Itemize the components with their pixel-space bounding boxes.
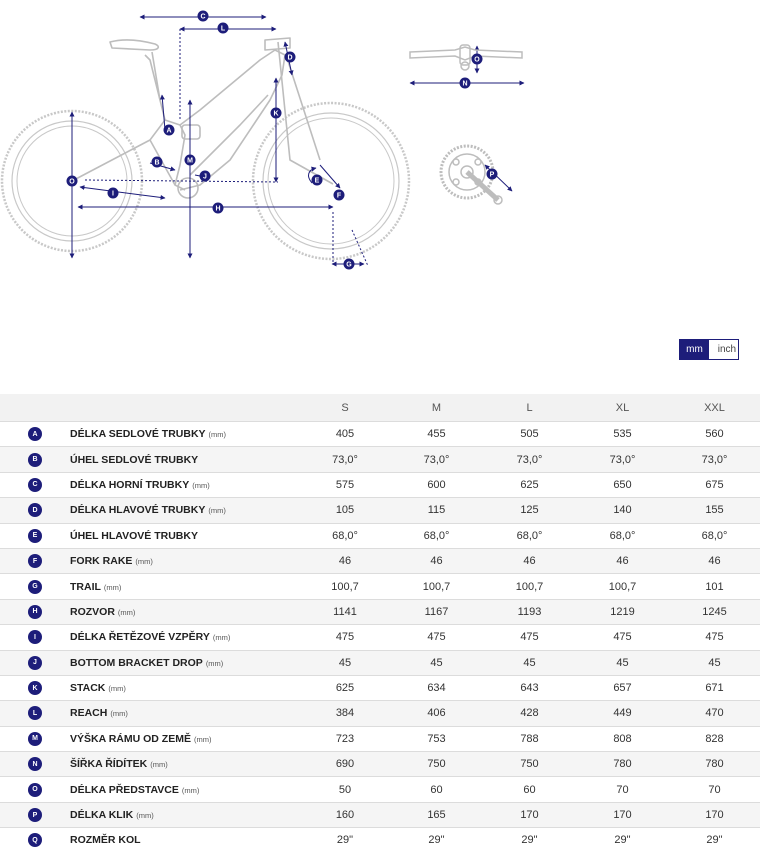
size-value-cell: 470: [669, 701, 760, 726]
size-value-cell: 406: [390, 701, 483, 726]
header-size: XL: [576, 394, 669, 422]
measurement-label: DÉLKA KLIK: [70, 809, 134, 822]
size-value-cell: 165: [390, 802, 483, 827]
size-value-cell: 1219: [576, 599, 669, 624]
size-value-cell: 690: [300, 752, 390, 777]
measurement-label: DÉLKA ŘETĚZOVÉ VZPĚRY: [70, 631, 210, 644]
size-value-cell: 671: [669, 675, 760, 700]
size-value-cell: 560: [669, 422, 760, 447]
table-row: [0, 752, 760, 777]
size-value-cell: 140: [576, 498, 669, 523]
row-badge: Q: [28, 833, 42, 847]
measurement-label: ÚHEL SEDLOVÉ TRUBKY: [70, 453, 199, 466]
size-value-cell: 1193: [483, 599, 576, 624]
label-n-badge: [460, 78, 471, 89]
label-h-badge: [213, 203, 224, 214]
svg-text:G: G: [346, 261, 352, 269]
size-value-cell: 45: [669, 650, 760, 675]
row-measurement-name: [70, 828, 300, 853]
measurement-unit: (mm): [205, 658, 224, 668]
size-value-cell: 100,7: [576, 574, 669, 599]
size-value-cell: 170: [483, 802, 576, 827]
size-value-cell: 780: [576, 752, 669, 777]
svg-text:J: J: [203, 173, 207, 181]
label-m-badge: [185, 155, 196, 166]
label-p-badge: [487, 169, 498, 180]
size-value-cell: 73,0°: [300, 447, 390, 472]
label-i-badge: [108, 188, 119, 199]
size-value-cell: 46: [390, 548, 483, 573]
header-name: [70, 394, 300, 422]
svg-text:O: O: [474, 56, 480, 64]
table-row: [0, 548, 760, 573]
svg-text:K: K: [273, 110, 279, 118]
measurement-unit: (mm): [193, 734, 212, 744]
size-value-cell: 625: [483, 472, 576, 497]
table-row: [0, 726, 760, 751]
header-size: XXL: [669, 394, 760, 422]
size-value-cell: 384: [300, 701, 390, 726]
row-measurement-name: [70, 422, 300, 447]
size-value-cell: 29": [483, 828, 576, 853]
row-badge: L: [28, 706, 42, 720]
size-value-cell: 475: [483, 625, 576, 650]
size-value-cell: 160: [300, 802, 390, 827]
measurement-unit: (mm): [192, 480, 210, 490]
size-value-cell: 105: [300, 498, 390, 523]
size-value-cell: 475: [669, 625, 760, 650]
svg-text:L: L: [220, 25, 226, 33]
measurement-unit: (mm): [136, 811, 154, 821]
size-value-cell: 657: [576, 675, 669, 700]
label-o-badge: [472, 54, 483, 65]
measurement-label: ROZMĚR KOL: [70, 834, 141, 847]
row-measurement-name: [70, 726, 300, 751]
size-value-cell: 750: [390, 752, 483, 777]
size-value-cell: 101: [669, 574, 760, 599]
row-badge: H: [28, 605, 42, 619]
measurement-unit: (mm): [208, 506, 226, 516]
table-row: [0, 422, 760, 447]
size-value-cell: 50: [300, 777, 390, 802]
size-value-cell: 68,0°: [669, 523, 760, 548]
svg-text:B: B: [154, 159, 160, 167]
svg-text:F: F: [336, 192, 342, 200]
size-value-cell: 170: [669, 802, 760, 827]
size-value-cell: 29": [576, 828, 669, 853]
size-value-cell: 753: [390, 726, 483, 751]
size-value-cell: 68,0°: [576, 523, 669, 548]
row-badge: F: [28, 554, 42, 568]
measurement-unit: (mm): [208, 430, 227, 440]
size-value-cell: 155: [669, 498, 760, 523]
size-value-cell: 29": [669, 828, 760, 853]
size-value-cell: 100,7: [300, 574, 390, 599]
size-value-cell: 68,0°: [300, 523, 390, 548]
size-value-cell: 750: [483, 752, 576, 777]
measurement-unit: (mm): [150, 760, 168, 770]
size-value-cell: 29": [390, 828, 483, 853]
svg-text:M: M: [187, 157, 193, 165]
table-row: [0, 675, 760, 700]
size-value-cell: 455: [390, 422, 483, 447]
table-row: [0, 701, 760, 726]
row-measurement-name: [70, 498, 300, 523]
size-value-cell: 1141: [300, 599, 390, 624]
size-value-cell: 46: [483, 548, 576, 573]
size-value-cell: 46: [669, 548, 760, 573]
size-value-cell: 29": [300, 828, 390, 853]
size-value-cell: 475: [300, 625, 390, 650]
table-row: [0, 650, 760, 675]
size-value-cell: 70: [576, 777, 669, 802]
size-value-cell: 46: [300, 548, 390, 573]
bike-geometry-diagram: [0, 0, 732, 300]
size-value-cell: 675: [669, 472, 760, 497]
measurement-unit: (mm): [181, 785, 200, 795]
measurement-unit: (mm): [212, 633, 231, 643]
row-badge: G: [28, 580, 42, 594]
label-b-badge: [152, 157, 163, 168]
header-size: M: [390, 394, 483, 422]
row-measurement-name: [70, 777, 300, 802]
size-value-cell: 475: [390, 625, 483, 650]
size-value-cell: 45: [390, 650, 483, 675]
handlebar-detail: [410, 45, 522, 70]
table-row: [0, 802, 760, 827]
table-row: [0, 472, 760, 497]
label-g-badge: [344, 259, 355, 270]
row-badge: C: [28, 478, 42, 492]
svg-text:O: O: [69, 178, 75, 186]
measurement-label: REACH: [70, 707, 108, 720]
measurement-unit: (mm): [108, 684, 126, 694]
size-value-cell: 828: [669, 726, 760, 751]
size-value-cell: 600: [390, 472, 483, 497]
size-value-cell: 46: [576, 548, 669, 573]
measurement-label: ROZVOR: [70, 605, 115, 618]
row-badge: J: [28, 656, 42, 670]
label-l-badge: [218, 23, 229, 34]
size-value-cell: 60: [483, 777, 576, 802]
size-value-cell: 428: [483, 701, 576, 726]
size-value-cell: 100,7: [483, 574, 576, 599]
size-value-cell: 73,0°: [390, 447, 483, 472]
size-value-cell: 650: [576, 472, 669, 497]
row-measurement-name: [70, 548, 300, 573]
svg-text:E: E: [314, 177, 320, 185]
table-header-row: [0, 394, 760, 422]
svg-text:P: P: [489, 171, 495, 179]
size-value-cell: 115: [390, 498, 483, 523]
size-value-cell: 643: [483, 675, 576, 700]
size-value-cell: 1167: [390, 599, 483, 624]
size-value-cell: 68,0°: [483, 523, 576, 548]
measurement-unit: (mm): [103, 582, 122, 592]
row-measurement-name: [70, 472, 300, 497]
svg-text:N: N: [462, 80, 468, 88]
size-value-cell: 1245: [669, 599, 760, 624]
measurement-label: FORK RAKE: [70, 555, 133, 568]
table-row: [0, 523, 760, 548]
size-value-cell: 45: [576, 650, 669, 675]
size-value-cell: 575: [300, 472, 390, 497]
size-value-cell: 449: [576, 701, 669, 726]
unit-mm-button[interactable]: mm: [680, 340, 709, 359]
size-value-cell: 634: [390, 675, 483, 700]
measurement-unit: (mm): [117, 607, 136, 617]
row-measurement-name: [70, 523, 300, 548]
measurement-label: BOTTOM BRACKET DROP: [70, 656, 203, 669]
measurement-unit: (mm): [110, 709, 128, 719]
table-row: [0, 599, 760, 624]
table-row: [0, 447, 760, 472]
measurement-label: ŠÍŘKA ŘÍDÍTEK: [70, 758, 148, 771]
table-row: [0, 777, 760, 802]
label-e-badge: [312, 175, 323, 186]
measurement-label: DÉLKA HLAVOVÉ TRUBKY: [70, 504, 206, 517]
svg-text:D: D: [287, 54, 293, 62]
row-measurement-name: [70, 447, 300, 472]
row-badge: D: [28, 503, 42, 517]
size-value-cell: 100,7: [390, 574, 483, 599]
row-measurement-name: [70, 752, 300, 777]
label-a-badge: [164, 125, 175, 136]
size-value-cell: 125: [483, 498, 576, 523]
size-value-cell: 73,0°: [576, 447, 669, 472]
row-badge: O: [28, 783, 42, 797]
row-badge: K: [28, 681, 42, 695]
size-value-cell: 70: [669, 777, 760, 802]
table-row: [0, 625, 760, 650]
size-value-cell: 60: [390, 777, 483, 802]
row-measurement-name: [70, 650, 300, 675]
measurement-label: ÚHEL HLAVOVÉ TRUBKY: [70, 529, 198, 542]
row-measurement-name: [70, 574, 300, 599]
unit-inch-button[interactable]: inch: [709, 340, 738, 359]
geometry-table: [0, 394, 760, 853]
row-badge: M: [28, 732, 42, 746]
svg-text:H: H: [215, 205, 221, 213]
header-badge: [0, 394, 70, 422]
size-value-cell: 68,0°: [390, 523, 483, 548]
label-k-badge: [271, 108, 282, 119]
size-value-cell: 780: [669, 752, 760, 777]
row-badge: N: [28, 757, 42, 771]
measurement-label: DÉLKA PŘEDSTAVCE: [70, 783, 179, 796]
svg-text:A: A: [166, 127, 172, 135]
size-value-cell: 73,0°: [669, 447, 760, 472]
row-measurement-name: [70, 802, 300, 827]
svg-text:I: I: [112, 190, 114, 198]
svg-text:C: C: [200, 13, 206, 21]
size-value-cell: 808: [576, 726, 669, 751]
row-badge: B: [28, 453, 42, 467]
header-size: S: [300, 394, 390, 422]
size-value-cell: 170: [576, 802, 669, 827]
size-value-cell: 45: [300, 650, 390, 675]
row-measurement-name: [70, 701, 300, 726]
label-d-badge: [285, 52, 296, 63]
table-row: [0, 828, 760, 853]
label-f-badge: [334, 190, 345, 201]
size-value-cell: 475: [576, 625, 669, 650]
row-badge: P: [28, 808, 42, 822]
measurement-label: VÝŠKA RÁMU OD ZEMĚ: [70, 732, 191, 745]
row-badge: A: [28, 427, 42, 441]
measurement-label: DÉLKA SEDLOVÉ TRUBKY: [70, 428, 206, 441]
label-o-rear-axle-badge: [67, 176, 78, 187]
size-value-cell: 788: [483, 726, 576, 751]
row-measurement-name: [70, 675, 300, 700]
measurement-label: DÉLKA HORNÍ TRUBKY: [70, 478, 190, 491]
size-value-cell: 505: [483, 422, 576, 447]
row-measurement-name: [70, 599, 300, 624]
size-value-cell: 625: [300, 675, 390, 700]
label-c-badge: [198, 11, 209, 22]
label-j-badge: [200, 171, 211, 182]
table-row: [0, 574, 760, 599]
row-badge: I: [28, 630, 42, 644]
dimension-lines: [72, 17, 524, 266]
size-value-cell: 405: [300, 422, 390, 447]
row-badge: E: [28, 529, 42, 543]
measurement-label: STACK: [70, 682, 106, 695]
measurement-unit: (mm): [135, 557, 153, 567]
size-value-cell: 535: [576, 422, 669, 447]
size-value-cell: 73,0°: [483, 447, 576, 472]
table-row: [0, 498, 760, 523]
row-measurement-name: [70, 625, 300, 650]
measurement-label: TRAIL: [70, 580, 101, 593]
size-value-cell: 723: [300, 726, 390, 751]
unit-toggle[interactable]: [679, 339, 739, 360]
size-value-cell: 45: [483, 650, 576, 675]
header-size: L: [483, 394, 576, 422]
